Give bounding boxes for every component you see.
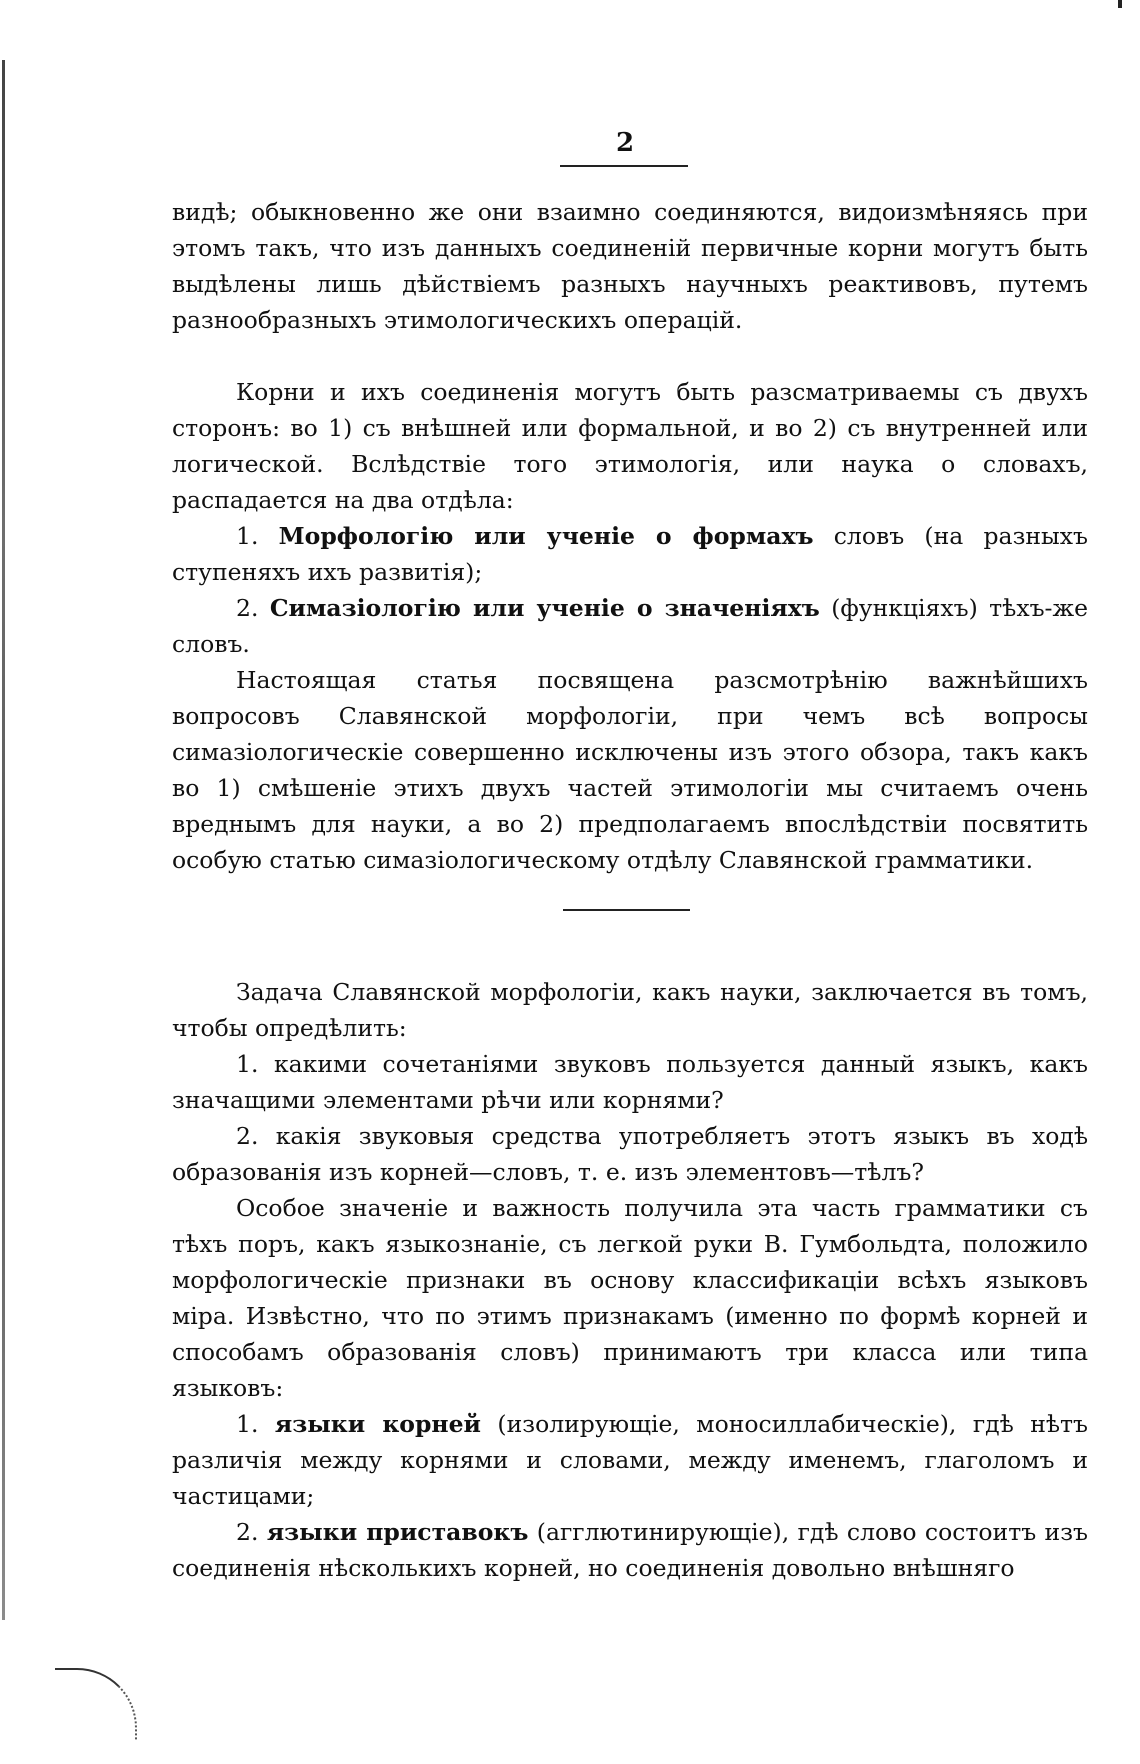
paragraph-article-purpose: Настоящая статья посвящена разсмотрѣнію важнѣйшихъ вопросовъ Славянской морфологіи, при чемъ всѣ вопросы симазіологическіе совершенно исключены изъ этого обзора, такъ какъ во 1) смѣшеніе этихъ двухъ частей этимологіи мы считаемъ очень вреднымъ для науки, а во 2) предполагаемъ впослѣдствіи посвятить особую статью симазіологическому отдѣлу Славянской грамматики. (172, 666, 1088, 874)
question-2: 2. какія звуковыя средства употребляетъ этотъ языкъ въ ходѣ образованія изъ корней—словъ, т. е. изъ элементовъ—тѣлъ? (172, 1122, 1088, 1186)
list-number: 1. (236, 1410, 259, 1438)
type-isolating (172, 1406, 1088, 1514)
list-text: словъ (на разныхъ ступеняхъ ихъ развитія); (172, 522, 1088, 586)
list-number: 1. (236, 522, 259, 550)
page-number: 2 (615, 128, 635, 158)
scan-corner-mark (55, 1668, 137, 1740)
term-affix-languages: языки приставокъ (266, 1518, 529, 1546)
scan-binding-edge (2, 60, 5, 1620)
paragraph-task: Задача Славянской морфологіи, какъ науки, заключается въ томъ, чтобы опредѣлить: (172, 978, 1088, 1042)
paragraph-continuation: видѣ; обыкновенно же они взаимно соединяются, видоизмѣняясь при этомъ такъ, что изъ данныхъ соединеній первичные корни могутъ быть выдѣлены лишь дѣйствіемъ разныхъ научныхъ реактивовъ, путемъ разнообразныхъ этимологическихъ операцій. (172, 198, 1088, 334)
list-number: 2. (236, 1518, 259, 1546)
list-text: (функціяхъ) тѣхъ-же словъ. (172, 594, 1088, 658)
section-separator (563, 909, 690, 911)
term-semasiology: Симазіологію или ученіе о значеніяхъ (269, 594, 820, 622)
list-number: 2. (236, 594, 259, 622)
list-text: (агглютинирующіе), гдѣ слово состоитъ изъ соединенія нѣсколькихъ корней, но соединенія довольно внѣшняго (172, 1518, 1088, 1582)
paragraph-classification: Особое значеніе и важность получила эта часть грамматики съ тѣхъ поръ, какъ языкознаніе, съ легкой руки В. Гумбольдта, положило морфологическіе признаки въ основу классификаціи всѣхъ языковъ міра. Извѣстно, что по этимъ признакамъ (именно по формѣ корней и способамъ образованія словъ) принимаютъ три класса или типа языковъ: (172, 1194, 1088, 1402)
scan-mark (1118, 0, 1122, 8)
page-number-rule (560, 165, 688, 167)
type-agglutinative (172, 1514, 1088, 1586)
paragraph-roots: Корни и ихъ соединенія могутъ быть разсматриваемы съ двухъ сторонъ: во 1) съ внѣшней или формальной, и во 2) съ внутренней или логической. Вслѣдствіе того этимологія, или наука о словахъ, распадается на два отдѣла: (172, 378, 1088, 514)
section-2 (172, 974, 1088, 1586)
question-1: 1. какими сочетаніями звуковъ пользуется данный языкъ, какъ значащими элементами рѣчи или корнями? (172, 1050, 1088, 1114)
term-root-languages: языки корней (274, 1410, 481, 1438)
term-morphology: Морфологію или ученіе о формахъ (278, 522, 814, 550)
section-1 (172, 194, 1088, 878)
list-text: (изолирующіе, моносиллабическіе), гдѣ нѣтъ различія между корнями и словами, между именемъ, глаголомъ и частицами; (172, 1410, 1088, 1510)
list-item-semasiology (172, 590, 1088, 662)
list-item-morphology (172, 518, 1088, 590)
